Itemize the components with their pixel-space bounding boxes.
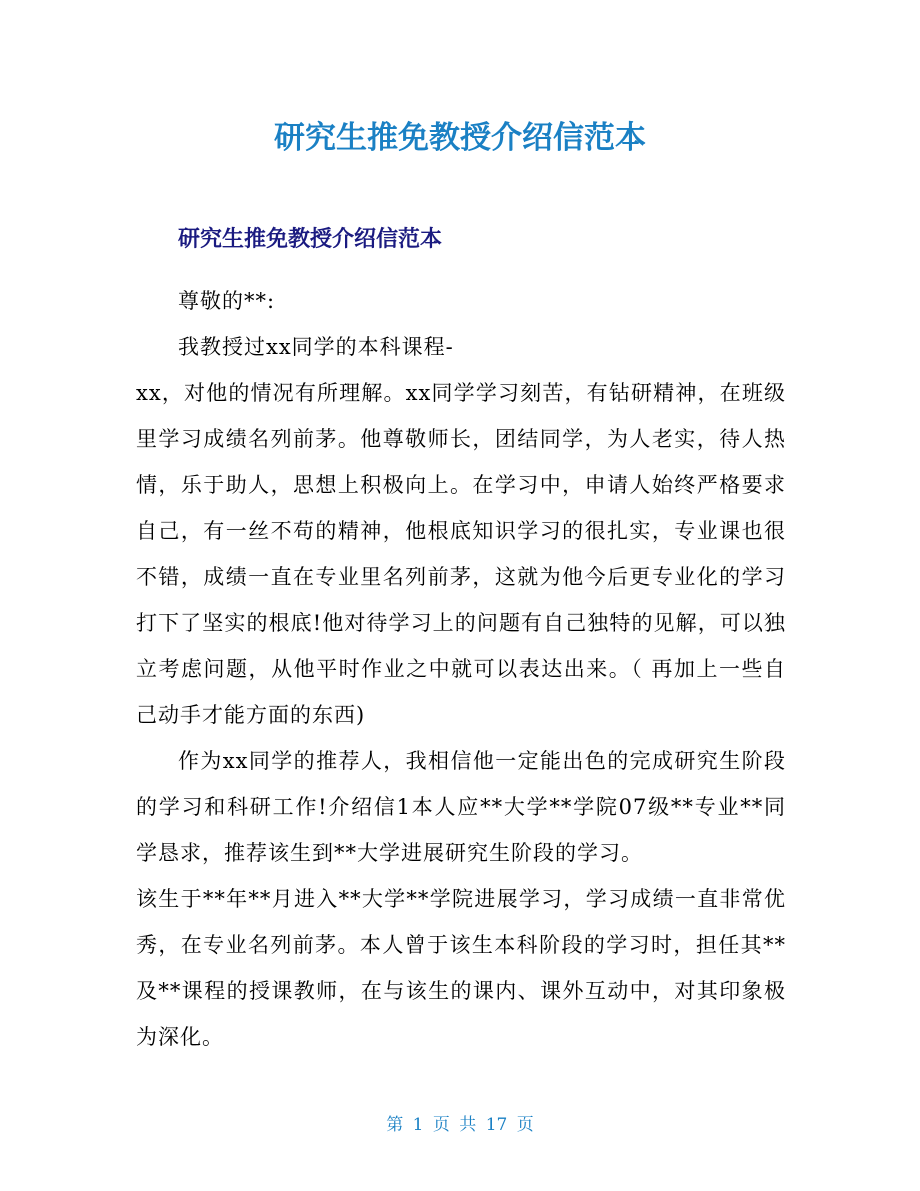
salutation: 尊敬的**: <box>178 289 276 313</box>
letter-body <box>136 278 786 1060</box>
page-footer: 第 1 页 共 17 页 <box>386 1115 534 1135</box>
paragraph-1: 我教授过xx同学的本科课程- <box>178 335 454 359</box>
document-subtitle: 研究生推免教授介绍信范本 <box>178 227 443 252</box>
paragraph-4: 该生于**年**月进入**大学**学院进展学习，学习成绩一直非常优秀，在专业名列前茅。本人曾于该生本科阶段的学习时，担任其**及**课程的授课教师，在与该生的课内、课外互动中，对其印象极为深化。 <box>136 887 786 1049</box>
document-title: 研究生推免教授介绍信范本 <box>274 120 646 156</box>
paragraph-2: xx，对他的情况有所理解。xx同学学习刻苦，有钻研精神，在班级里学习成绩名列前茅。他尊敬师长，团结同学，为人老实，待人热情，乐于助人，思想上积极向上。在学习中，申请人始终严格要求自己，有一丝不苟的精神，他根底知识学习的很扎实，专业课也很不错，成绩一直在专业里名列前茅，这就为他今后更专业化的学习打下了坚实的根底!他对待学习上的问题有自己独特的见解，可以独立考虑问题，从他平时作业之中就可以表达出来。（ 再加上一些自己动手才能方面的东西) <box>136 381 786 727</box>
paragraph-3: 作为xx同学的推荐人，我相信他一定能出色的完成研究生阶段的学习和科研工作!介绍信1本人应**大学**学院07级**专业**同学恳求，推荐该生到**大学进展研究生阶段的学习。 <box>136 749 786 865</box>
